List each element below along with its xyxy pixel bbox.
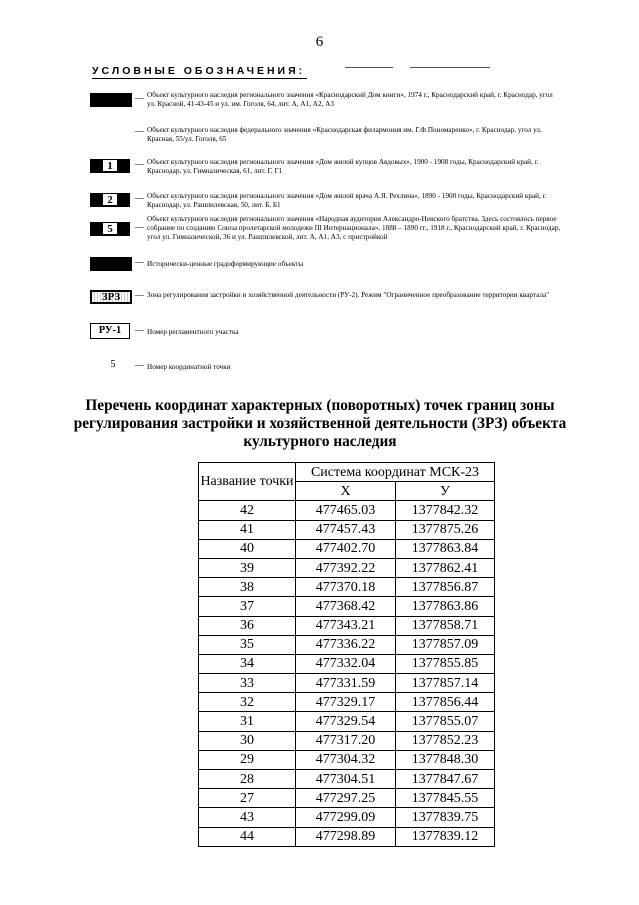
legend-dash: —: [135, 290, 144, 300]
legend-item-text: Объект культурного наследия регионального значения «Народная аудитория Александро-Невского братства. Здесь состоялось первое собрание по созданию Союза пролетарской молодежи III Интернационала», 1888 – 1890 гг., 1918 г., Краснодарский край, г. Краснодар, угол ул. Гимназической, 36 и ул. Рашпилевской, лит. А, А1, А3, с пристройкой: [147, 215, 561, 241]
box-number-symbol: [90, 159, 130, 173]
legend-item: [90, 215, 560, 245]
cell-x: 477329.17: [296, 693, 396, 712]
black-bar-symbol: [90, 257, 132, 271]
cell-point-name: 42: [199, 501, 296, 520]
table-row: [199, 731, 495, 750]
cell-point-name: 32: [199, 693, 296, 712]
cell-point-name: 43: [199, 808, 296, 827]
legend-item-text: Исторически-ценные градоформирующие объекты: [147, 260, 304, 268]
table-row: [199, 674, 495, 693]
black-bar-symbol: [90, 93, 132, 107]
cell-point-name: 39: [199, 558, 296, 577]
signature-line-1: [345, 67, 393, 68]
coordinates-table: [198, 462, 495, 847]
header-coordinate-system: Система координат МСК-23: [296, 463, 495, 482]
legend-dash: —: [135, 360, 144, 370]
cell-x: 477297.25: [296, 789, 396, 808]
table-body: [199, 501, 495, 846]
cell-x: 477402.70: [296, 539, 396, 558]
legend-item: [90, 91, 560, 113]
legend-item: [90, 323, 560, 341]
table-row: [199, 654, 495, 673]
table-row: [199, 808, 495, 827]
cell-y: 1377855.07: [396, 712, 495, 731]
header-y: У: [396, 482, 495, 501]
table-row: [199, 597, 495, 616]
cell-point-name: 44: [199, 827, 296, 846]
page-number: 6: [315, 34, 324, 50]
legend-dash: —: [135, 257, 144, 267]
cell-x: 477457.43: [296, 520, 396, 539]
symbol-label: 5: [102, 222, 118, 235]
cell-y: 1377858.71: [396, 616, 495, 635]
cell-point-name: 38: [199, 578, 296, 597]
legend-dash: —: [135, 193, 144, 203]
cell-x: 477343.21: [296, 616, 396, 635]
cell-y: 1377875.26: [396, 520, 495, 539]
cell-y: 1377855.85: [396, 654, 495, 673]
table-row: [199, 693, 495, 712]
ru-box-symbol: РУ-1: [90, 323, 130, 339]
header-point-name: Название точки: [199, 463, 296, 501]
cell-x: 477329.54: [296, 712, 396, 731]
legend-item: [90, 289, 560, 309]
cell-y: 1377863.84: [396, 539, 495, 558]
box-number-symbol: [90, 222, 130, 236]
legend-item-text: Объект культурного наследия регионального значения «Краснодарский Дом книги», 1974 г., Краснодарский край, г. Краснодар, угол ул. Красной, 41-43-45 и ул. им. Гоголя, 64, лит. А, А1, А2, А3: [147, 91, 553, 108]
cell-y: 1377847.67: [396, 770, 495, 789]
cell-y: 1377839.12: [396, 827, 495, 846]
cell-x: 477298.89: [296, 827, 396, 846]
legend-dash: —: [135, 159, 144, 169]
cell-point-name: 41: [199, 520, 296, 539]
table-row: [199, 501, 495, 520]
cell-x: 477370.18: [296, 578, 396, 597]
table-row: [199, 789, 495, 808]
symbol-label: 1: [102, 159, 118, 172]
cell-y: 1377862.41: [396, 558, 495, 577]
table-row: [199, 539, 495, 558]
table-row: [199, 750, 495, 769]
legend-item: [90, 257, 560, 273]
cell-point-name: 34: [199, 654, 296, 673]
cell-point-name: 35: [199, 635, 296, 654]
cell-y: 1377857.14: [396, 674, 495, 693]
table-row: [199, 558, 495, 577]
cell-y: 1377856.87: [396, 578, 495, 597]
legend-title: УСЛОВНЫЕ ОБОЗНАЧЕНИЯ:: [92, 65, 306, 77]
legend-item-text: Объект культурного наследия регионального значения «Дом жилой купцов Авдовых», 1900 - 1908 годы, Краснодарский край, г. Краснодар, ул. Гимназическая, 61, лит. Г, Г1: [147, 158, 539, 175]
table-header-row: [199, 463, 495, 482]
table-row: [199, 827, 495, 846]
legend-dash: —: [135, 93, 144, 103]
legend-item: [90, 158, 560, 180]
cell-point-name: 31: [199, 712, 296, 731]
legend-dash: —: [135, 126, 144, 136]
cell-x: 477299.09: [296, 808, 396, 827]
point-number-symbol: 5: [110, 359, 116, 370]
legend-item: [90, 192, 560, 214]
cell-x: 477368.42: [296, 597, 396, 616]
cell-point-name: 36: [199, 616, 296, 635]
cell-point-name: 29: [199, 750, 296, 769]
table-row: [199, 712, 495, 731]
legend-item-text: Зона регулирования застройки и хозяйственной деятельности (РУ-2). Режим "Ограниченное преобразование территории квартала": [147, 291, 550, 299]
signature-line-2: [410, 67, 490, 68]
legend-item: [90, 360, 560, 374]
cell-x: 477317.20: [296, 731, 396, 750]
cell-x: 477304.51: [296, 770, 396, 789]
cell-x: 477392.22: [296, 558, 396, 577]
table-row: [199, 770, 495, 789]
legend-dash: —: [135, 325, 144, 335]
legend-item: [90, 126, 560, 148]
cell-y: 1377857.09: [396, 635, 495, 654]
legend-item-text: Номер координатной точки: [147, 363, 231, 371]
cell-y: 1377845.55: [396, 789, 495, 808]
cell-point-name: 27: [199, 789, 296, 808]
cell-point-name: 37: [199, 597, 296, 616]
legend-item-text: Объект культурного наследия регионального значения «Дом жилой врача А.Я. Рехлина», 1890 - 1900 годы, Краснодарский край, г. Краснодар, ул. Рашпилевская, 50, лит. Б, Б1: [147, 192, 547, 209]
cell-y: 1377842.32: [396, 501, 495, 520]
cell-y: 1377848.30: [396, 750, 495, 769]
zone-box-symbol: ЗРЗ: [90, 290, 132, 304]
table-heading: Перечень координат характерных (поворотных) точек границ зоны регулирования застройки и хозяйственной деятельности (ЗРЗ) объекта культурного наследия: [73, 397, 567, 450]
cell-y: 1377856.44: [396, 693, 495, 712]
table-row: [199, 520, 495, 539]
legend-item-text: Номер регламентного участка: [147, 328, 239, 336]
cell-point-name: 28: [199, 770, 296, 789]
cell-x: 477331.59: [296, 674, 396, 693]
cell-y: 1377852.23: [396, 731, 495, 750]
table-row: [199, 578, 495, 597]
cell-x: 477332.04: [296, 654, 396, 673]
box-number-symbol: [90, 193, 130, 207]
cell-x: 477304.32: [296, 750, 396, 769]
cell-point-name: 33: [199, 674, 296, 693]
symbol-label: 2: [102, 193, 118, 206]
legend-dash: —: [135, 222, 144, 232]
cell-y: 1377839.75: [396, 808, 495, 827]
cell-point-name: 40: [199, 539, 296, 558]
table-row: [199, 635, 495, 654]
table-row: [199, 616, 495, 635]
cell-point-name: 30: [199, 731, 296, 750]
header-x: X: [296, 482, 396, 501]
legend-item-text: Объект культурного наследия федерального значения «Краснодарская филармония им. Г.Ф.Пономаренко», г. Краснодар, угол ул. Красная, 55/ул. Гоголя, 65: [147, 126, 542, 143]
cell-x: 477465.03: [296, 501, 396, 520]
cell-x: 477336.22: [296, 635, 396, 654]
cell-y: 1377863.86: [396, 597, 495, 616]
